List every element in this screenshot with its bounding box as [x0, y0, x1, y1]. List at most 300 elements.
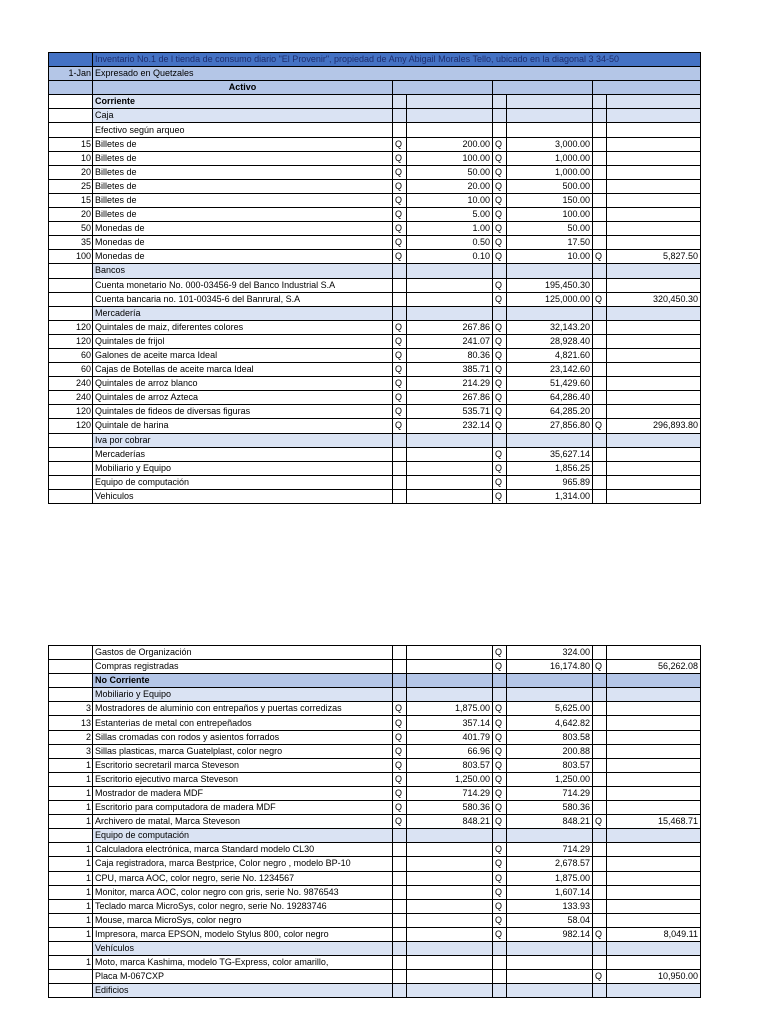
currency-cell: Q — [393, 405, 407, 419]
quantity-cell: 10 — [49, 151, 93, 165]
currency-cell: Q — [493, 815, 507, 829]
description-cell: Estanterias de metal con entrepeñados — [93, 716, 393, 730]
subtotal-cell — [607, 461, 701, 475]
currency-cell: Q — [493, 772, 507, 786]
description-cell: Escritorio secretaril marca Steveson — [93, 758, 393, 772]
currency-cell — [593, 956, 607, 970]
unit-price-cell: 241.07 — [407, 334, 493, 348]
currency-cell — [593, 984, 607, 998]
table-row — [49, 250, 701, 264]
description-cell: Billetes de — [93, 208, 393, 222]
description-cell: Teclado marca MicroSys, color negro, serie No. 19283746 — [93, 899, 393, 913]
subtotal-cell — [607, 730, 701, 744]
quantity-cell: 1 — [49, 843, 93, 857]
currency-cell: Q — [393, 334, 407, 348]
subtotal-cell — [607, 956, 701, 970]
unit-price-cell — [407, 913, 493, 927]
description-cell: Bancos — [93, 264, 393, 278]
subtotal-cell — [607, 348, 701, 362]
unit-price-cell: 580.36 — [407, 801, 493, 815]
table-row — [49, 306, 701, 320]
currency-cell — [593, 123, 607, 137]
unit-price-cell — [407, 306, 493, 320]
currency-cell — [593, 109, 607, 123]
table-row — [49, 109, 701, 123]
unit-price-cell — [407, 433, 493, 447]
table-row — [49, 222, 701, 236]
currency-cell: Q — [393, 716, 407, 730]
subtotal-cell — [607, 941, 701, 955]
total-cell: 32,143.20 — [507, 320, 593, 334]
currency-cell: Q — [493, 222, 507, 236]
description-cell: Mercadería — [93, 306, 393, 320]
table-row — [49, 264, 701, 278]
currency-cell — [393, 264, 407, 278]
currency-cell: Q — [493, 843, 507, 857]
currency-cell — [493, 970, 507, 984]
currency-cell — [593, 208, 607, 222]
currency-cell: Q — [393, 208, 407, 222]
currency-cell: Q — [393, 758, 407, 772]
total-cell: 848.21 — [507, 815, 593, 829]
currency-cell: Q — [493, 179, 507, 193]
currency-cell — [493, 688, 507, 702]
description-cell: Corriente — [93, 95, 393, 109]
description-cell: Mouse, marca MicroSys, color negro — [93, 913, 393, 927]
subtotal-cell: 8,049.11 — [607, 927, 701, 941]
quantity-cell: 1 — [49, 956, 93, 970]
currency-cell: Q — [493, 292, 507, 306]
total-cell — [507, 674, 593, 688]
table-row — [49, 377, 701, 391]
currency-cell — [593, 899, 607, 913]
total-cell: 16,174.80 — [507, 660, 593, 674]
subtotal-cell — [607, 758, 701, 772]
total-cell: 28,928.40 — [507, 334, 593, 348]
quantity-cell: 120 — [49, 405, 93, 419]
unit-price-cell: 0.10 — [407, 250, 493, 264]
currency-cell: Q — [493, 208, 507, 222]
table-row — [49, 857, 701, 871]
currency-cell — [393, 475, 407, 489]
description-cell: Escritorio ejecutivo marca Steveson — [93, 772, 393, 786]
unit-price-cell: 80.36 — [407, 348, 493, 362]
unit-price-cell: 401.79 — [407, 730, 493, 744]
currency-cell — [593, 433, 607, 447]
table-row — [49, 193, 701, 207]
quantity-cell — [49, 123, 93, 137]
currency-cell — [593, 730, 607, 744]
subtotal-cell — [607, 801, 701, 815]
currency-cell — [593, 758, 607, 772]
subtotal-cell — [607, 744, 701, 758]
unit-price-cell — [407, 109, 493, 123]
currency-cell — [593, 278, 607, 292]
table-row — [49, 236, 701, 250]
quantity-cell: 240 — [49, 377, 93, 391]
quantity-cell: 15 — [49, 193, 93, 207]
description-cell: Edificios — [93, 984, 393, 998]
total-cell — [507, 941, 593, 955]
description-cell: Impresora, marca EPSON, modelo Stylus 800, color negro — [93, 927, 393, 941]
total-cell: 4,821.60 — [507, 348, 593, 362]
quantity-cell: 3 — [49, 744, 93, 758]
currency-cell — [593, 222, 607, 236]
quantity-cell: 1 — [49, 885, 93, 899]
subtotal-cell — [607, 475, 701, 489]
currency-cell: Q — [493, 320, 507, 334]
description-cell: Equipo de computación — [93, 829, 393, 843]
currency-cell — [393, 970, 407, 984]
currency-cell — [593, 320, 607, 334]
currency-cell: Q — [493, 193, 507, 207]
unit-price-cell: 10.00 — [407, 193, 493, 207]
subtotal-cell — [607, 857, 701, 871]
description-cell: Caja registradora, marca Bestprice, Color negro , modelo BP-10 — [93, 857, 393, 871]
total-cell — [507, 95, 593, 109]
unit-price-cell: 1,875.00 — [407, 702, 493, 716]
description-cell: Monitor, marca AOC, color negro con gris, serie No. 9876543 — [93, 885, 393, 899]
description-cell: Quintales de arroz blanco — [93, 377, 393, 391]
quantity-cell — [49, 109, 93, 123]
unit-price-cell — [407, 970, 493, 984]
currency-cell — [593, 744, 607, 758]
subtotal-cell — [607, 236, 701, 250]
description-cell: Sillas cromadas con rodos y asientos forrados — [93, 730, 393, 744]
total-cell: 1,856.25 — [507, 461, 593, 475]
subtitle-row — [49, 67, 701, 81]
table-row — [49, 391, 701, 405]
unit-price-cell: 200.00 — [407, 137, 493, 151]
quantity-cell — [49, 646, 93, 660]
currency-cell: Q — [493, 278, 507, 292]
total-cell — [507, 984, 593, 998]
quantity-cell — [49, 264, 93, 278]
subtotal-cell — [607, 320, 701, 334]
currency-cell: Q — [593, 927, 607, 941]
currency-cell — [593, 674, 607, 688]
total-cell: 1,000.00 — [507, 165, 593, 179]
description-cell: Quintales de fideos de diversas figuras — [93, 405, 393, 419]
quantity-cell: 240 — [49, 391, 93, 405]
table-row — [49, 151, 701, 165]
table-row — [49, 646, 701, 660]
unit-price-cell: 267.86 — [407, 320, 493, 334]
currency-cell: Q — [393, 179, 407, 193]
unit-price-cell: 1,250.00 — [407, 772, 493, 786]
subtotal-cell — [607, 334, 701, 348]
table-row — [49, 984, 701, 998]
total-cell: 195,450.30 — [507, 278, 593, 292]
quantity-cell: 1 — [49, 772, 93, 786]
subtotal-cell — [607, 829, 701, 843]
currency-cell — [593, 843, 607, 857]
unit-price-cell — [407, 264, 493, 278]
unit-price-cell — [407, 688, 493, 702]
currency-cell — [593, 179, 607, 193]
subtotal-cell — [607, 193, 701, 207]
quantity-cell: 3 — [49, 702, 93, 716]
unit-price-cell — [407, 95, 493, 109]
quantity-cell — [49, 447, 93, 461]
table-row — [49, 772, 701, 786]
currency-cell — [493, 984, 507, 998]
currency-cell: Q — [493, 419, 507, 433]
subtotal-cell — [607, 772, 701, 786]
total-cell: 133.93 — [507, 899, 593, 913]
subtotal-cell — [607, 674, 701, 688]
currency-cell: Q — [493, 447, 507, 461]
subtotal-cell — [607, 109, 701, 123]
quantity-cell — [49, 941, 93, 955]
currency-cell: Q — [393, 250, 407, 264]
subtotal-cell: 320,450.30 — [607, 292, 701, 306]
quantity-cell: 1 — [49, 913, 93, 927]
table-row — [49, 786, 701, 800]
unit-price-cell: 1.00 — [407, 222, 493, 236]
unit-price-cell: 232.14 — [407, 419, 493, 433]
currency-cell: Q — [393, 391, 407, 405]
quantity-cell: 50 — [49, 222, 93, 236]
currency-cell — [593, 405, 607, 419]
description-cell: Placa M-067CXP — [93, 970, 393, 984]
total-cell: 1,000.00 — [507, 151, 593, 165]
quantity-cell — [49, 984, 93, 998]
currency-cell — [593, 829, 607, 843]
currency-cell — [393, 660, 407, 674]
currency-cell — [493, 109, 507, 123]
table-row — [49, 475, 701, 489]
currency-cell — [593, 702, 607, 716]
description-cell: Moto, marca Kashima, modelo TG-Express, color amarillo, — [93, 956, 393, 970]
currency-cell: Q — [493, 151, 507, 165]
currency-cell: Q — [393, 348, 407, 362]
total-cell: 1,314.00 — [507, 489, 593, 503]
currency-cell — [393, 913, 407, 927]
description-cell: Galones de aceite marca Ideal — [93, 348, 393, 362]
currency-cell: Q — [493, 702, 507, 716]
quantity-cell — [49, 688, 93, 702]
description-cell: Archivero de matal, Marca Steveson — [93, 815, 393, 829]
subtotal-cell: 10,950.00 — [607, 970, 701, 984]
total-cell: 803.58 — [507, 730, 593, 744]
currency-cell: Q — [493, 801, 507, 815]
description-cell: Compras registradas — [93, 660, 393, 674]
currency-cell: Q — [393, 377, 407, 391]
currency-cell — [593, 334, 607, 348]
currency-cell: Q — [493, 165, 507, 179]
currency-cell — [393, 674, 407, 688]
total-cell: 714.29 — [507, 843, 593, 857]
subtotal-cell: 56,262.08 — [607, 660, 701, 674]
table-row — [49, 95, 701, 109]
total-cell — [507, 264, 593, 278]
total-cell: 3,000.00 — [507, 137, 593, 151]
currency-cell — [593, 646, 607, 660]
subtotal-cell — [607, 646, 701, 660]
total-cell: 125,000.00 — [507, 292, 593, 306]
currency-cell: Q — [393, 772, 407, 786]
currency-cell: Q — [493, 391, 507, 405]
currency-cell: Q — [393, 730, 407, 744]
quantity-cell — [49, 970, 93, 984]
currency-cell — [593, 236, 607, 250]
currency-cell: Q — [493, 250, 507, 264]
table-row — [49, 702, 701, 716]
currency-cell: Q — [593, 815, 607, 829]
total-cell — [507, 688, 593, 702]
inventory-table-top — [48, 52, 701, 504]
table-row — [49, 137, 701, 151]
currency-cell — [593, 871, 607, 885]
total-cell: 324.00 — [507, 646, 593, 660]
currency-cell — [393, 292, 407, 306]
currency-cell — [393, 857, 407, 871]
currency-cell: Q — [493, 744, 507, 758]
currency-cell — [593, 306, 607, 320]
currency-cell — [393, 899, 407, 913]
subtotal-cell — [607, 984, 701, 998]
table-row — [49, 758, 701, 772]
description-cell: Mercaderías — [93, 447, 393, 461]
total-cell: 27,856.80 — [507, 419, 593, 433]
quantity-cell: 1 — [49, 857, 93, 871]
subtotal-cell — [607, 363, 701, 377]
unit-price-cell — [407, 447, 493, 461]
total-cell — [507, 306, 593, 320]
table-row — [49, 292, 701, 306]
currency-cell: Q — [393, 801, 407, 815]
unit-price-cell: 714.29 — [407, 786, 493, 800]
currency-cell: Q — [393, 151, 407, 165]
quantity-cell: 20 — [49, 208, 93, 222]
currency-cell: Q — [393, 815, 407, 829]
quantity-cell — [49, 829, 93, 843]
total-cell: 2,678.57 — [507, 857, 593, 871]
currency-cell: Q — [393, 363, 407, 377]
currency-cell: Q — [493, 363, 507, 377]
description-cell: Equipo de computación — [93, 475, 393, 489]
currency-cell — [593, 941, 607, 955]
currency-cell: Q — [493, 461, 507, 475]
unit-price-cell: 5.00 — [407, 208, 493, 222]
quantity-cell: 1 — [49, 927, 93, 941]
currency-cell: Q — [493, 377, 507, 391]
table-row — [49, 801, 701, 815]
currency-cell: Q — [493, 758, 507, 772]
total-cell: 150.00 — [507, 193, 593, 207]
unit-price-cell — [407, 123, 493, 137]
description-cell: Mostradores de aluminio con entrepaños y puertas corredizas — [93, 702, 393, 716]
description-cell: Cuenta monetario No. 000-03456-9 del Banco Industrial S.A — [93, 278, 393, 292]
quantity-cell — [49, 660, 93, 674]
currency-cell: Q — [393, 320, 407, 334]
total-cell: 50.00 — [507, 222, 593, 236]
total-cell — [507, 109, 593, 123]
total-cell: 17.50 — [507, 236, 593, 250]
currency-cell — [493, 956, 507, 970]
currency-cell: Q — [593, 660, 607, 674]
unit-price-cell — [407, 941, 493, 955]
currency-cell: Q — [493, 236, 507, 250]
description-cell: Quintales de maiz, diferentes colores — [93, 320, 393, 334]
currency-cell: Q — [493, 334, 507, 348]
quantity-cell: 60 — [49, 363, 93, 377]
subtotal-cell: 5,827.50 — [607, 250, 701, 264]
quantity-cell — [49, 475, 93, 489]
table-row — [49, 405, 701, 419]
currency-cell: Q — [393, 236, 407, 250]
subtotal-cell — [607, 165, 701, 179]
currency-cell: Q — [393, 222, 407, 236]
description-cell: Billetes de — [93, 137, 393, 151]
total-cell: 64,286.40 — [507, 391, 593, 405]
table-row — [49, 660, 701, 674]
total-cell: 23,142.60 — [507, 363, 593, 377]
table-body-bottom — [49, 646, 701, 998]
table-row — [49, 447, 701, 461]
subtotal-cell — [607, 306, 701, 320]
unit-price-cell: 214.29 — [407, 377, 493, 391]
currency-cell: Q — [493, 885, 507, 899]
quantity-cell: 100 — [49, 250, 93, 264]
date-cell: 1-Jan — [49, 67, 93, 81]
currency-cell — [393, 688, 407, 702]
inventory-table-bottom — [48, 645, 701, 998]
quantity-cell — [49, 292, 93, 306]
currency-cell — [393, 278, 407, 292]
currency-cell — [593, 716, 607, 730]
table-row — [49, 179, 701, 193]
unit-price-cell — [407, 674, 493, 688]
currency-cell — [593, 391, 607, 405]
currency-cell — [593, 151, 607, 165]
table-row — [49, 885, 701, 899]
description-cell: Iva por cobrar — [93, 433, 393, 447]
unit-price-cell — [407, 871, 493, 885]
currency-cell — [493, 674, 507, 688]
quantity-cell: 35 — [49, 236, 93, 250]
currency-cell: Q — [493, 475, 507, 489]
unit-price-cell — [407, 829, 493, 843]
quantity-cell: 20 — [49, 165, 93, 179]
unit-price-cell — [407, 857, 493, 871]
currency-cell — [593, 348, 607, 362]
currency-cell: Q — [393, 193, 407, 207]
quantity-cell — [49, 489, 93, 503]
currency-cell — [593, 193, 607, 207]
description-cell: Monedas de — [93, 222, 393, 236]
subtotal-cell — [607, 688, 701, 702]
unit-price-cell — [407, 278, 493, 292]
currency-cell — [393, 941, 407, 955]
table-row — [49, 970, 701, 984]
unit-price-cell — [407, 927, 493, 941]
quantity-cell — [49, 95, 93, 109]
description-cell: Quintales de arroz Azteca — [93, 391, 393, 405]
table-row — [49, 956, 701, 970]
quantity-cell: 25 — [49, 179, 93, 193]
currency-cell: Q — [493, 716, 507, 730]
currency-cell — [393, 646, 407, 660]
currency-cell — [393, 829, 407, 843]
currency-cell: Q — [493, 927, 507, 941]
unit-price-cell — [407, 646, 493, 660]
description-cell: Sillas plasticas, marca Guatelplast, color negro — [93, 744, 393, 758]
total-cell: 64,285.20 — [507, 405, 593, 419]
description-cell: Billetes de — [93, 179, 393, 193]
table-row — [49, 899, 701, 913]
